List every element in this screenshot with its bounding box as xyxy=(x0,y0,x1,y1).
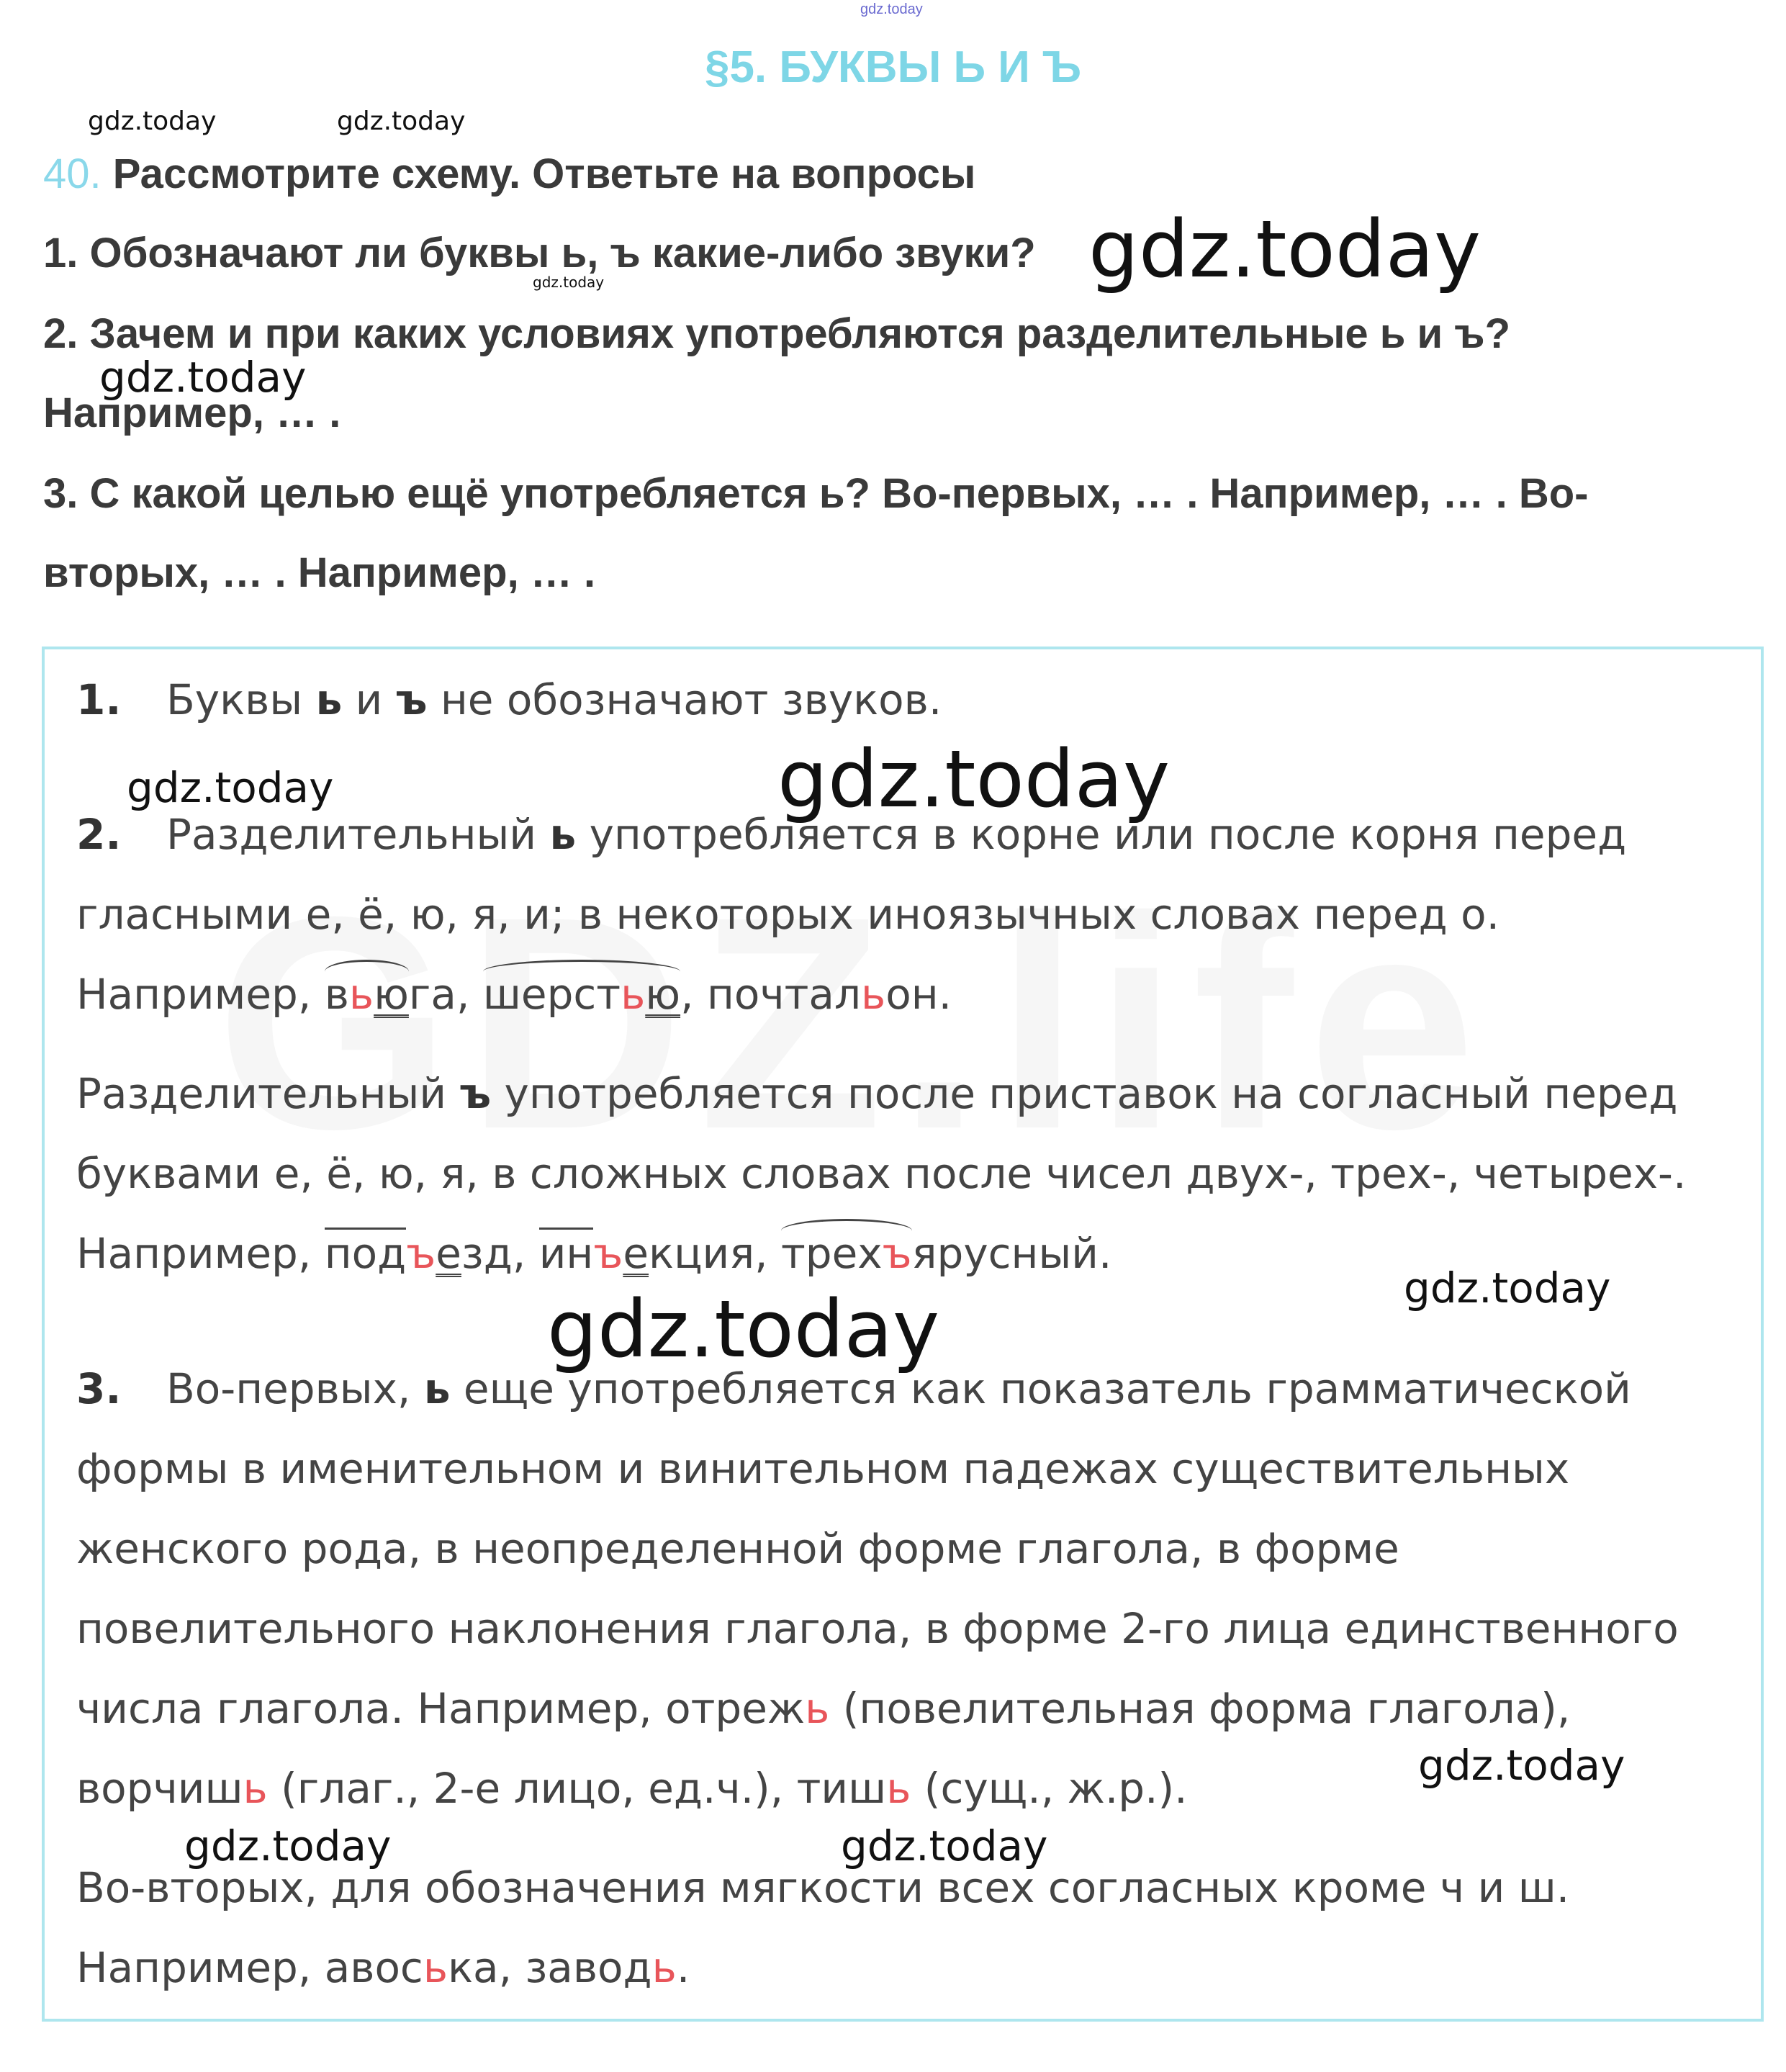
section-title: §5. БУКВЫ Ь И Ъ xyxy=(704,42,1082,92)
highlighted-sign: ь xyxy=(348,970,374,1019)
example-word-sherstyu xyxy=(483,970,680,1019)
answer-2-line-2: гласными е, ё, ю, я, и; в некоторых иноязычных словах перед о. xyxy=(76,890,1500,939)
highlighted-sign: ь xyxy=(621,970,646,1019)
word-part: зд xyxy=(461,1229,513,1278)
task-heading-text: Рассмотрите схему. Ответьте на вопросы xyxy=(112,150,976,197)
vowel-mark: ю xyxy=(645,970,681,1019)
answer-text: (сущ., ж.р.). xyxy=(911,1764,1188,1813)
answer-text: . xyxy=(676,1943,690,1992)
watermark: gdz.today xyxy=(1418,1741,1625,1790)
example-word-inekciya xyxy=(539,1229,594,1278)
word-part: под xyxy=(324,1229,407,1278)
answer-text: употребляется после приставок на согласный перед xyxy=(491,1069,1678,1118)
answer-text: Буквы xyxy=(166,675,316,724)
answer-3-line-6 xyxy=(76,1764,1188,1813)
answer-3-line-2: формы в именительном и винительном падежах существительных xyxy=(76,1444,1570,1493)
answer-text: Разделительный xyxy=(76,1069,460,1118)
answer-text: Разделительный xyxy=(166,810,550,859)
vowel-mark: е xyxy=(436,1229,461,1278)
answer-2-examples-hard xyxy=(76,1229,1111,1278)
word-part: шерст xyxy=(482,970,621,1019)
separator: , xyxy=(754,1229,782,1278)
watermark: gdz.today xyxy=(1404,1264,1611,1312)
example-word-podezd xyxy=(325,1229,407,1278)
watermark: gdz.today xyxy=(533,274,605,291)
task-number: 40. xyxy=(43,150,102,197)
highlighted-sign: ь xyxy=(651,1943,677,1992)
soft-sign: ь xyxy=(423,1364,451,1413)
answer-text: Например, авос xyxy=(76,1943,423,1992)
answer-1-number: 1. xyxy=(76,675,122,724)
highlighted-sign: ь xyxy=(243,1764,268,1813)
example-word-vyuga xyxy=(325,970,409,1019)
answer-3-line-5 xyxy=(76,1684,1570,1733)
watermark: gdz.today xyxy=(1088,203,1481,295)
word-part: в xyxy=(324,970,349,1019)
period: . xyxy=(1098,1229,1112,1278)
example-word-trekhyarusny xyxy=(781,1229,912,1278)
watermark: gdz.today xyxy=(777,733,1171,825)
answer-2-number: 2. xyxy=(76,810,122,859)
hard-sign: ъ xyxy=(459,1069,492,1118)
task-heading xyxy=(43,150,975,198)
answer-text: употребляется в корне или после корня перед xyxy=(576,810,1627,859)
answer-text: (повелительная форма глагола), xyxy=(829,1684,1571,1733)
soft-sign: ь xyxy=(315,675,343,724)
watermark: gdz.today xyxy=(127,763,334,812)
highlighted-sign: ь xyxy=(886,1764,911,1813)
answer-text: (глаг., 2-е лицо, ед.ч.), тиш xyxy=(267,1764,887,1813)
vowel-mark: е xyxy=(623,1229,649,1278)
soft-sign: ь xyxy=(549,810,577,859)
watermark: gdz.today xyxy=(547,1283,940,1375)
highlighted-sign: ъ xyxy=(593,1229,623,1278)
watermark: gdz.today xyxy=(88,107,217,136)
answer-2-line-4 xyxy=(76,1069,1678,1118)
word-part: он xyxy=(885,970,939,1019)
separator: , xyxy=(512,1229,539,1278)
word-part: ярусный xyxy=(911,1229,1099,1278)
word-part: трех xyxy=(781,1229,883,1278)
period: . xyxy=(938,970,952,1019)
highlighted-sign: ь xyxy=(805,1684,830,1733)
separator: , xyxy=(680,970,707,1019)
watermark: gdz.today xyxy=(184,1821,392,1870)
question-2-example: Например, … . xyxy=(43,389,341,436)
word-part: ин xyxy=(538,1229,594,1278)
watermark: gdz.today xyxy=(337,107,466,136)
word-part: кция xyxy=(649,1229,755,1278)
answer-text: не обозначают звуков. xyxy=(427,675,942,724)
word-part: почтал xyxy=(706,970,862,1019)
answer-text: числа глагола. Например, отреж xyxy=(76,1684,806,1733)
highlighted-sign: ъ xyxy=(882,1229,912,1278)
answer-text: ка, завод xyxy=(448,1943,652,1992)
watermark: gdz.today xyxy=(841,1821,1048,1870)
question-3-line-2: вторых, … . Например, … . xyxy=(43,549,596,596)
answer-2-examples-soft xyxy=(76,970,952,1019)
top-watermark: gdz.today xyxy=(860,1,923,17)
answer-text: и xyxy=(342,675,396,724)
watermark: gdz.today xyxy=(99,353,307,402)
answer-2-line-5: буквами е, ё, ю, я, в сложных словах после чисел двух-, трех-, четырех-. xyxy=(76,1149,1687,1198)
answer-text: Например, xyxy=(76,970,325,1019)
highlighted-sign: ъ xyxy=(406,1229,436,1278)
answer-3-line-8 xyxy=(76,1943,690,1992)
word-part: га xyxy=(408,970,456,1019)
answer-text: Во-первых, xyxy=(166,1364,424,1413)
answer-3-line-7: Во-вторых, для обозначения мягкости всех согласных кроме ч и ш. xyxy=(76,1863,1570,1912)
answer-text: ворчиш xyxy=(76,1764,243,1813)
vowel-mark: ю xyxy=(374,970,409,1019)
answer-3-line-3: женского рода, в неопределенной форме глагола, в форме xyxy=(76,1524,1399,1573)
answer-text: еще употребляется как показатель грамматической xyxy=(450,1364,1631,1413)
question-1: 1. Обозначают ли буквы ь, ъ какие-либо звуки? xyxy=(43,230,1036,276)
answer-3-line-4: повелительного наклонения глагола, в форме 2-го лица единственного xyxy=(76,1604,1679,1653)
separator: , xyxy=(456,970,483,1019)
answer-1 xyxy=(76,675,942,724)
answer-text: Например, xyxy=(76,1229,325,1278)
question-3-line-1: 3. С какой целью ещё употребляется ь? Во-первых, … . Например, … . Во- xyxy=(43,470,1589,517)
hard-sign: ъ xyxy=(395,675,428,724)
highlighted-sign: ь xyxy=(861,970,886,1019)
question-2: 2. Зачем и при каких условиях употребляются разделительные ь и ъ? xyxy=(43,310,1511,357)
answer-3-number: 3. xyxy=(76,1364,122,1413)
highlighted-sign: ь xyxy=(423,1943,448,1992)
